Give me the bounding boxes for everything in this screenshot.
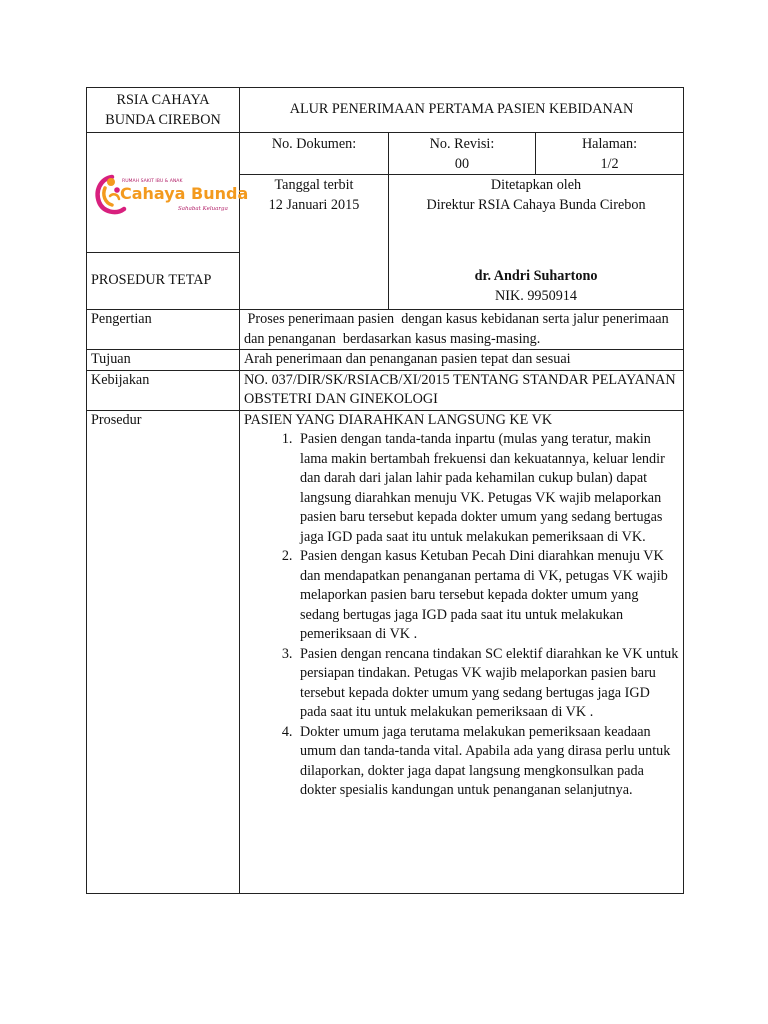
- header-row: [87, 88, 684, 133]
- hospital-name-cell: [87, 88, 240, 133]
- pengertian-text: Proses penerimaan pasien dengan kasus kebidanan serta jalur penerimaan dan penanganan berdasarkan kasus masing-masing.: [240, 310, 684, 350]
- doc-number-cell: [240, 133, 389, 175]
- document-title: ALUR PENERIMAAN PERTAMA PASIEN KEBIDANAN: [289, 101, 634, 118]
- title-cell: [240, 88, 684, 133]
- issue-date-cell: [240, 175, 389, 310]
- tujuan-row: [87, 350, 684, 371]
- list-item: 2. Pasien dengan kasus Ketuban Pecah Dini diarahkan menuju VK dan mendapatkan penanganan pertama di VK, petugas VK wajib melaporkan pasien baru tersebut kepada dokter umum yang sedang bertugas jaga IGD pada saat itu untuk melakukan pemeriksaan di VK .: [296, 547, 679, 645]
- doc-number-label: No. Dokumen:: [271, 136, 357, 152]
- signer-name: dr. Andri Suhartono: [474, 268, 598, 284]
- approved-by-cell: [389, 175, 684, 310]
- prosedur-content: [240, 410, 684, 893]
- tujuan-label: Tujuan: [87, 350, 240, 371]
- logo-tagline-text: Sahabat Keluarga: [178, 205, 228, 212]
- kebijakan-label: Kebijakan: [87, 370, 240, 410]
- prosedur-row: [87, 410, 684, 893]
- logo-brand-text: Cahaya Bunda: [120, 183, 249, 203]
- signer-nik: NIK. 9950914: [495, 287, 577, 304]
- tujuan-text: Arah penerimaan dan penanganan pasien tepat dan sesuai: [240, 350, 684, 371]
- issue-date-value: 12 Januari 2015: [268, 196, 360, 213]
- sop-table: [86, 87, 684, 894]
- logo-cell: [87, 133, 249, 253]
- logo: [91, 169, 249, 217]
- procedure-type-cell: [87, 253, 240, 310]
- prosedur-label: Prosedur: [87, 410, 240, 893]
- list-item: 3. Pasien dengan rencana tindakan SC elektif diarahkan ke VK untuk persiapan tindakan. Petugas VK wajib melaporkan pasien baru tersebut kepada dokter umum yang sedang bertugas jaga IGD pada saat itu untuk melakukan pemeriksaan di VK .: [296, 645, 679, 723]
- revision-value: 00: [454, 155, 470, 172]
- pengertian-row: [87, 310, 684, 350]
- pengertian-label: Pengertian: [87, 310, 240, 350]
- kebijakan-text: NO. 037/DIR/SK/RSIACB/XI/2015 TENTANG STANDAR PELAYANAN OBSTETRI DAN GINEKOLOGI: [240, 370, 684, 410]
- issue-date-label: Tanggal terbit: [274, 177, 354, 193]
- cahaya-bunda-logo-icon: [92, 169, 249, 217]
- page-value: 1/2: [600, 155, 619, 172]
- prosedur-heading: PASIEN YANG DIARAHKAN LANGSUNG KE VK: [244, 411, 553, 428]
- revision-label: No. Revisi:: [429, 136, 495, 152]
- list-item: 1. Pasien dengan tanda-tanda inpartu (mulas yang teratur, makin lama makin bertambah frekuensi dan kekuatannya, keluar lendir dan darah dari jalan lahir pada kehamilan cukup bulan) dapat langsung diarahkan menuju VK. Petugas VK wajib melaporkan pasien baru tersebut kepada dokter umum yang sedang bertugas jaga IGD pada saat itu untuk melakukan pemeriksaan di VK.: [296, 430, 679, 547]
- prosedur-steps: [244, 430, 679, 801]
- hospital-name: RSIA CAHAYA BUNDA CIREBON: [105, 92, 221, 128]
- page-number-cell: [536, 133, 684, 175]
- list-item: 4. Dokter umum jaga terutama melakukan pemeriksaan keadaan umum dan tanda-tanda vital. Apabila ada yang dirasa perlu untuk dilaporkan, dokter jaga dapat langsung mengkonsulkan pada dokter spesialis kandungan untuk penanganan selanjutnya.: [296, 723, 679, 801]
- page-label: Halaman:: [581, 136, 638, 152]
- approved-by: Direktur RSIA Cahaya Bunda Cirebon: [426, 196, 646, 213]
- kebijakan-row: [87, 370, 684, 410]
- procedure-type: PROSEDUR TETAP: [91, 272, 212, 289]
- doc-info-row: [87, 133, 684, 175]
- approved-label: Ditetapkan oleh: [490, 177, 582, 193]
- revision-cell: [389, 133, 536, 175]
- logo-top-text: RUMAH SAKIT IBU & ANAK: [122, 178, 183, 184]
